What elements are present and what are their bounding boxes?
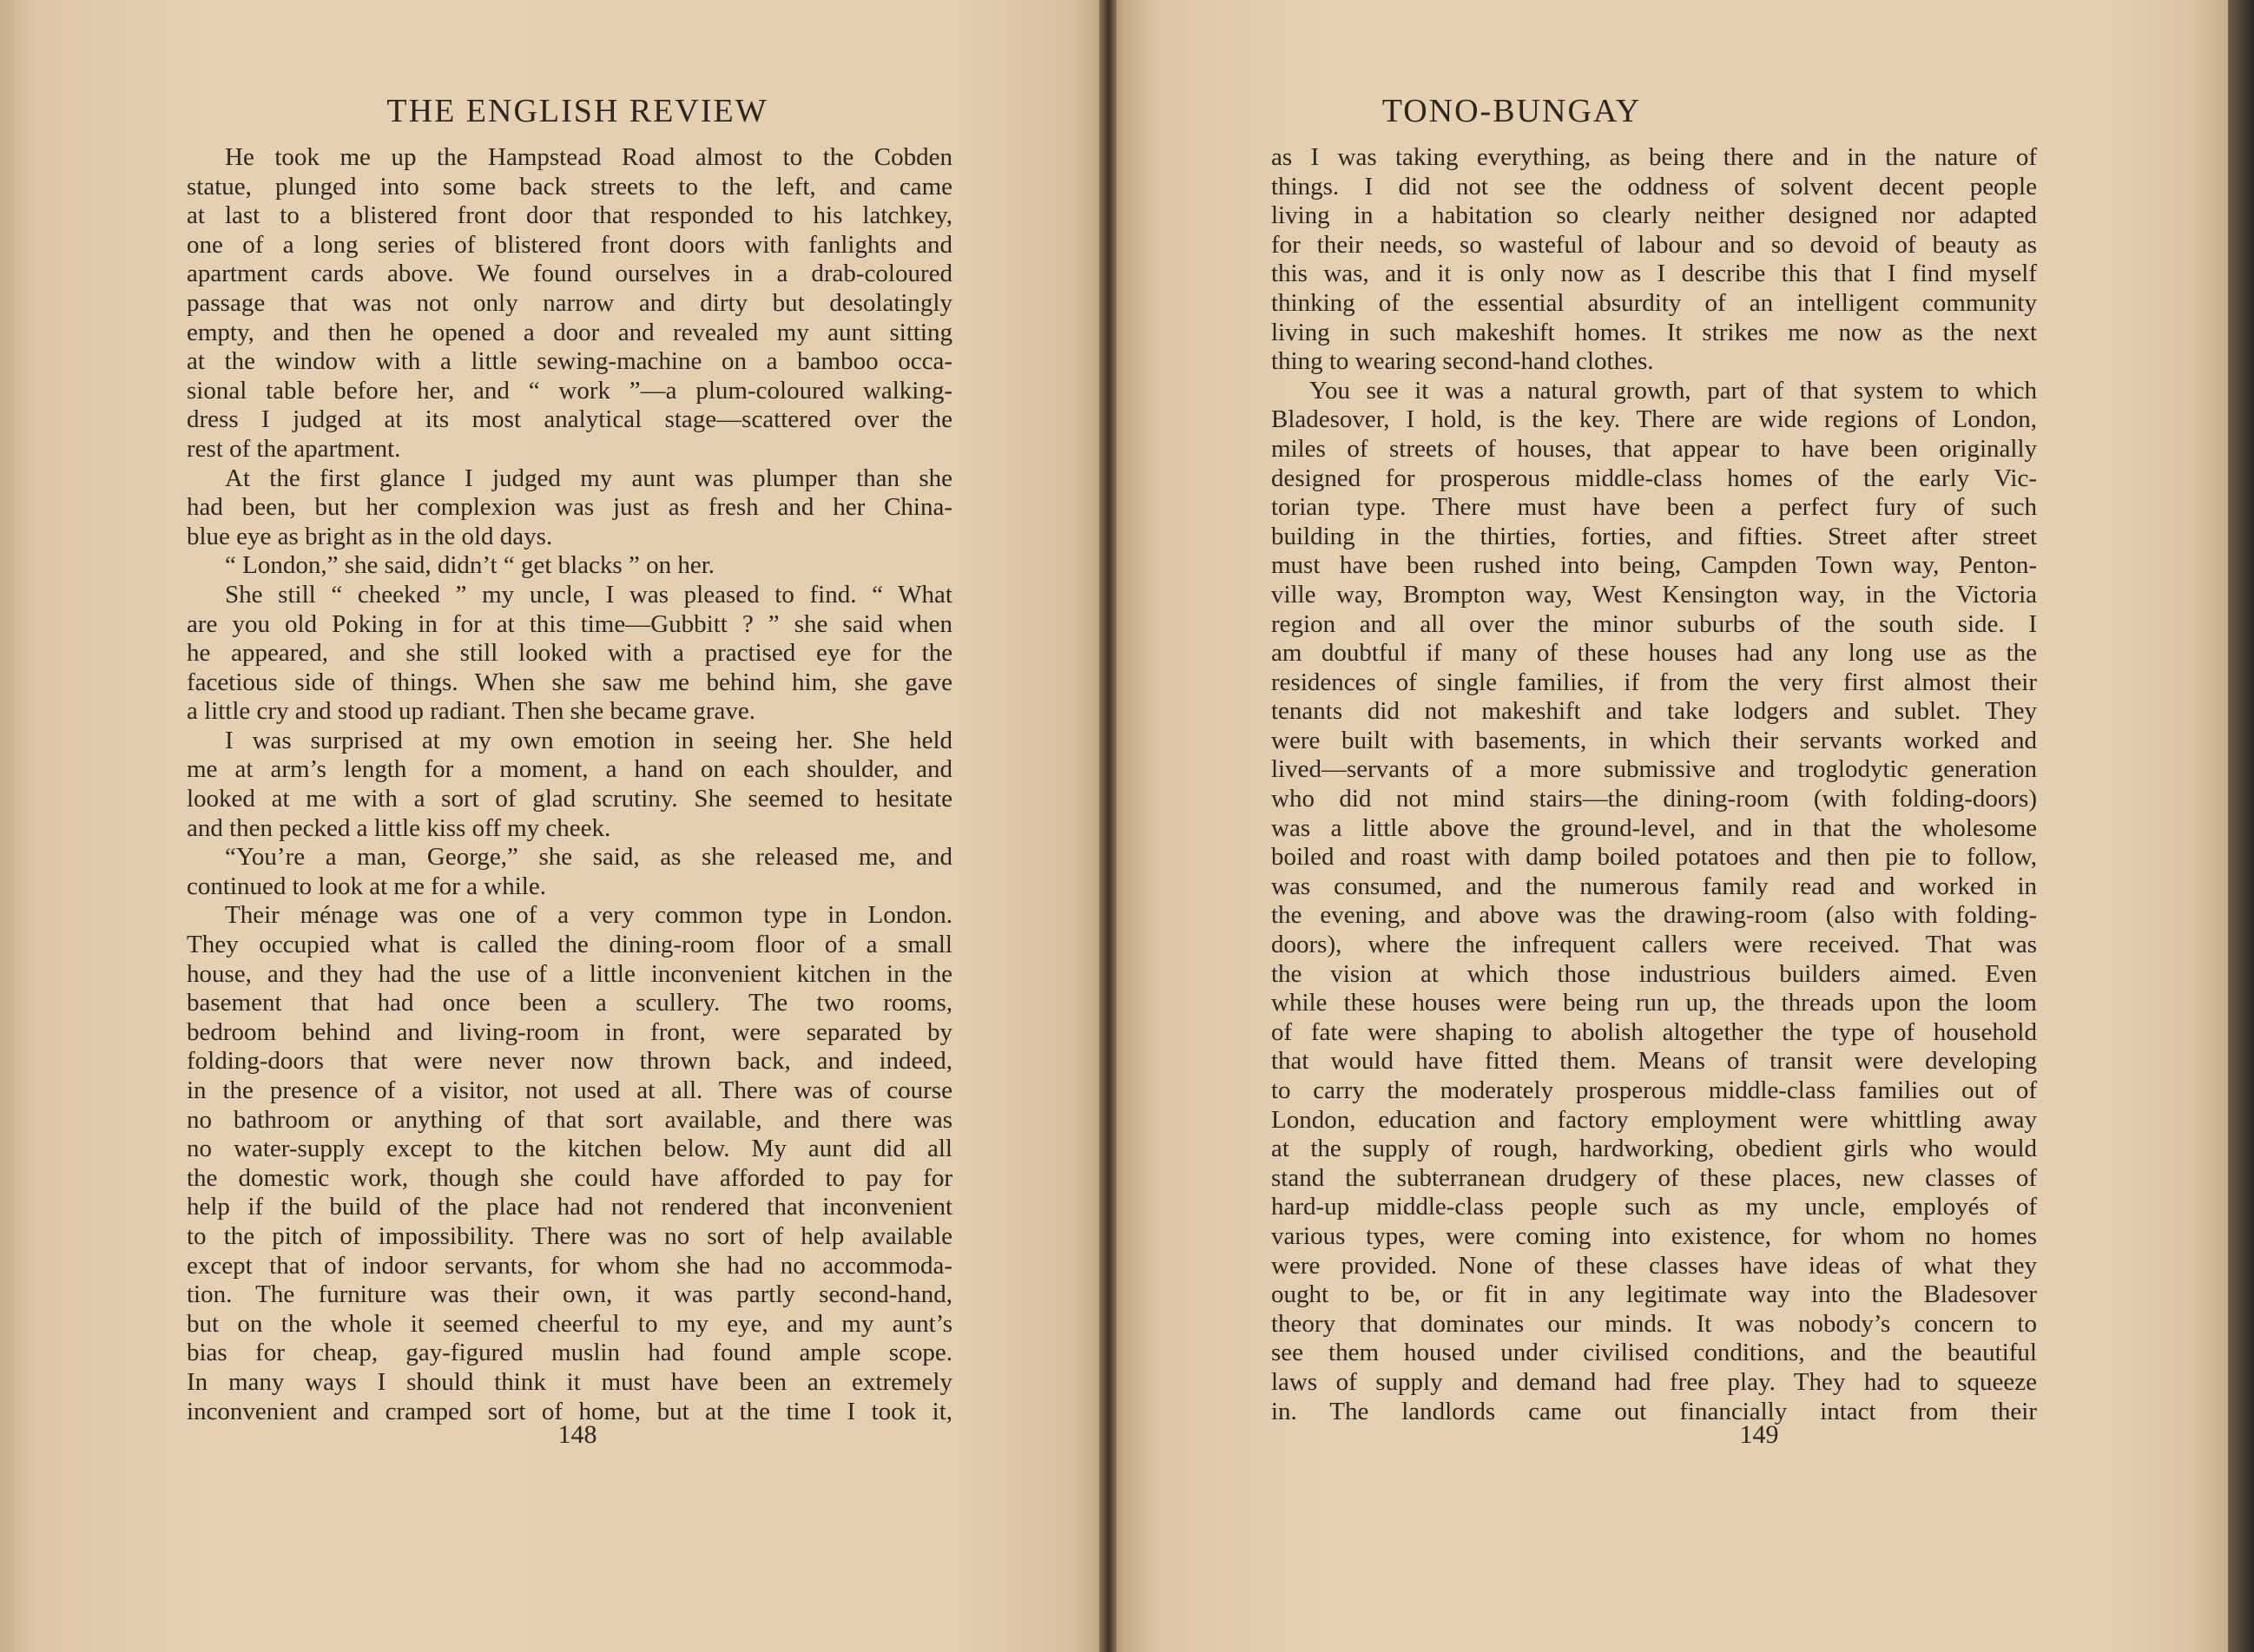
text-line: at the supply of rough, hardworking, obedient girls who would bbox=[1271, 1135, 2037, 1163]
text-line: facetious side of things. When she saw me behind him, she gave bbox=[187, 668, 952, 696]
text-line: designed for prosperous middle-class homes of the early Vic- bbox=[1271, 464, 2037, 492]
text-line: Bladesover, I hold, is the key. There are wide regions of London, bbox=[1271, 405, 2037, 434]
text-line: am doubtful if many of these houses had any long use as the bbox=[1271, 639, 2037, 668]
text-line: must have been rushed into being, Campden Town way, Penton- bbox=[1271, 551, 2037, 580]
page-number: 149 bbox=[1739, 1420, 1779, 1449]
text-line: living in such makeshift homes. It strikes me now as the next bbox=[1271, 318, 2037, 346]
text-line: statue, plunged into some back streets to the left, and came bbox=[187, 172, 952, 201]
text-line: he appeared, and she still looked with a practised eye for the bbox=[187, 639, 952, 668]
text-line: me at arm’s length for a moment, a hand on each shoulder, and bbox=[187, 755, 952, 784]
text-line: region and all over the minor suburbs of the south side. I bbox=[1271, 609, 2037, 638]
text-line: At the first glance I judged my aunt was plumper than she bbox=[225, 464, 952, 492]
text-line: to carry the moderately prosperous middle-class families out of bbox=[1271, 1076, 2037, 1104]
text-line: rest of the apartment. bbox=[187, 434, 401, 463]
text-line: that would have fitted them. Means of transit were developing bbox=[1271, 1047, 2037, 1076]
text-line: of fate were shaping to abolish altogether the type of household bbox=[1271, 1017, 2037, 1046]
text-line: hard-up middle-class people such as my uncle, employés of bbox=[1271, 1193, 2037, 1221]
text-line: was a little above the ground-level, and in that the wholesome bbox=[1271, 813, 2037, 842]
text-line: for their needs, so wasteful of labour and so devoid of beauty as bbox=[1271, 230, 2037, 259]
text-line: but on the whole it seemed cheerful to my eye, and my aunt’s bbox=[187, 1309, 952, 1338]
text-line: help if the build of the place had not rendered that inconvenient bbox=[187, 1193, 952, 1221]
text-line: lived—servants of a more submissive and troglodytic generation bbox=[1271, 755, 2037, 784]
text-line: apartment cards above. We found ourselves in a drab-coloured bbox=[187, 260, 952, 288]
text-line: boiled and roast with damp boiled potatoes and then pie to follow, bbox=[1271, 843, 2037, 872]
text-line: who did not mind stairs—the dining-room (with folding-doors) bbox=[1271, 785, 2037, 813]
text-line: the vision at which those industrious builders aimed. Even bbox=[1271, 959, 2037, 988]
text-line: no water-supply except to the kitchen below. My aunt did all bbox=[187, 1135, 952, 1163]
page-edge bbox=[2228, 0, 2254, 1652]
text-line: building in the thirties, forties, and fifties. Street after street bbox=[1271, 522, 2037, 550]
text-line: and then pecked a little kiss off my cheek. bbox=[187, 813, 611, 842]
text-line: a little cry and stood up radiant. Then she became grave. bbox=[187, 697, 755, 726]
body-text bbox=[187, 143, 952, 1426]
text-line: to the pitch of impossibility. There was no sort of help available bbox=[187, 1221, 952, 1250]
left-page bbox=[0, 0, 1108, 1652]
text-line: bias for cheap, gay-figured muslin had found ample scope. bbox=[187, 1339, 952, 1367]
text-line: They occupied what is called the dining-room floor of a small bbox=[187, 931, 952, 959]
text-line: things. I did not see the oddness of solvent decent people bbox=[1271, 172, 2037, 201]
text-line: tion. The furniture was their own, it was partly second-hand, bbox=[187, 1280, 952, 1309]
text-line: You see it was a natural growth, part of that system to which bbox=[1309, 376, 2037, 405]
text-line: see them housed under civilised conditions, and the beautiful bbox=[1271, 1339, 2037, 1367]
text-line: were built with basements, in which their servants worked and bbox=[1271, 726, 2037, 754]
text-line: London, education and factory employment were whittling away bbox=[1271, 1105, 2037, 1134]
text-line: torian type. There must have been a perfect fury of such bbox=[1271, 493, 2037, 522]
text-line: one of a long series of blistered front doors with fanlights and bbox=[187, 230, 952, 259]
text-line: looked at me with a sort of glad scrutiny. She seemed to hesitate bbox=[187, 785, 952, 813]
running-header: THE ENGLISH REVIEW bbox=[386, 93, 768, 129]
text-line: In many ways I should think it must have been an extremely bbox=[187, 1367, 952, 1396]
text-line: bedroom behind and living-room in front, were separated by bbox=[187, 1017, 952, 1046]
text-line: are you old Poking in for at this time—Gubbitt ? ” she said when bbox=[187, 609, 952, 638]
book-gutter bbox=[1099, 0, 1117, 1652]
text-line: passage that was not only narrow and dirty but desolatingly bbox=[187, 288, 952, 317]
text-line: folding-doors that were never now thrown back, and indeed, bbox=[187, 1047, 952, 1076]
body-text bbox=[1271, 143, 2037, 1426]
text-line: this was, and it is only now as I describe this that I find myself bbox=[1271, 260, 2037, 288]
text-line: laws of supply and demand had free play. They had to squeeze bbox=[1271, 1367, 2037, 1396]
text-line: in the presence of a visitor, not used at all. There was of course bbox=[187, 1076, 952, 1104]
text-line: thinking of the essential absurdity of an intelligent community bbox=[1271, 288, 2037, 317]
text-line: She still “ cheeked ” my uncle, I was pleased to find. “ What bbox=[225, 580, 952, 609]
text-line: as I was taking everything, as being there and in the nature of bbox=[1271, 143, 2037, 171]
running-header: TONO-BUNGAY bbox=[1381, 93, 1642, 129]
text-line: while these houses were being run up, the threads upon the loom bbox=[1271, 989, 2037, 1017]
text-line: basement that had once been a scullery. The two rooms, bbox=[187, 989, 952, 1017]
text-line: house, and they had the use of a little inconvenient kitchen in the bbox=[187, 959, 952, 988]
text-line: ville way, Brompton way, West Kensington way, in the Victoria bbox=[1271, 580, 2037, 609]
text-line: I was surprised at my own emotion in seeing her. She held bbox=[225, 726, 952, 754]
text-line: living in a habitation so clearly neither designed nor adapted bbox=[1271, 201, 2037, 230]
text-line: inconvenient and cramped sort of home, but at the time I took it, bbox=[187, 1397, 952, 1425]
text-line: was consumed, and the numerous family read and worked in bbox=[1271, 872, 2037, 900]
text-line: miles of streets of houses, that appear to have been originally bbox=[1271, 434, 2037, 463]
text-line: dress I judged at its most analytical stage—scattered over the bbox=[187, 405, 952, 434]
text-line: stand the subterranean drudgery of these places, new classes of bbox=[1271, 1163, 2037, 1192]
text-line: Their ménage was one of a very common type in London. bbox=[225, 901, 952, 930]
text-line: sional table before her, and “ work ”—a plum-coloured walking- bbox=[187, 376, 952, 405]
text-line: at the window with a little sewing-machine on a bamboo occa- bbox=[187, 347, 952, 376]
text-line: were provided. None of these classes have ideas of what they bbox=[1271, 1251, 2037, 1280]
text-line: thing to wearing second-hand clothes. bbox=[1271, 347, 1654, 376]
text-line: continued to look at me for a while. bbox=[187, 872, 546, 900]
page-number: 148 bbox=[557, 1420, 597, 1449]
text-line: had been, but her complexion was just as fresh and her China- bbox=[187, 493, 952, 522]
text-line: the domestic work, though she could have afforded to pay for bbox=[187, 1163, 952, 1192]
text-line: no bathroom or anything of that sort available, and there was bbox=[187, 1105, 952, 1134]
text-line: various types, were coming into existence, for whom no homes bbox=[1271, 1221, 2037, 1250]
text-line: doors), where the infrequent callers were received. That was bbox=[1271, 931, 2037, 959]
right-page bbox=[1108, 0, 2228, 1652]
text-line: ought to be, or fit in any legitimate way into the Bladesover bbox=[1271, 1280, 2037, 1309]
text-line: tenants did not makeshift and take lodgers and sublet. They bbox=[1271, 697, 2037, 726]
text-line: blue eye as bright as in the old days. bbox=[187, 522, 553, 550]
text-line: “You’re a man, George,” she said, as she released me, and bbox=[225, 843, 952, 872]
text-line: “ London,” she said, didn’t “ get blacks ” on her. bbox=[225, 551, 715, 580]
text-line: in. The landlords came out financially intact from their bbox=[1271, 1397, 2037, 1425]
text-line: empty, and then he opened a door and revealed my aunt sitting bbox=[187, 318, 952, 346]
text-line: residences of single families, if from the very first almost their bbox=[1271, 668, 2037, 696]
text-line: He took me up the Hampstead Road almost to the Cobden bbox=[225, 143, 952, 171]
text-line: at last to a blistered front door that responded to his latchkey, bbox=[187, 201, 952, 230]
text-line: theory that dominates our minds. It was nobody’s concern to bbox=[1271, 1309, 2037, 1338]
text-line: the evening, and above was the drawing-room (also with folding- bbox=[1271, 901, 2037, 930]
text-line: except that of indoor servants, for whom she had no accommoda- bbox=[187, 1251, 952, 1280]
